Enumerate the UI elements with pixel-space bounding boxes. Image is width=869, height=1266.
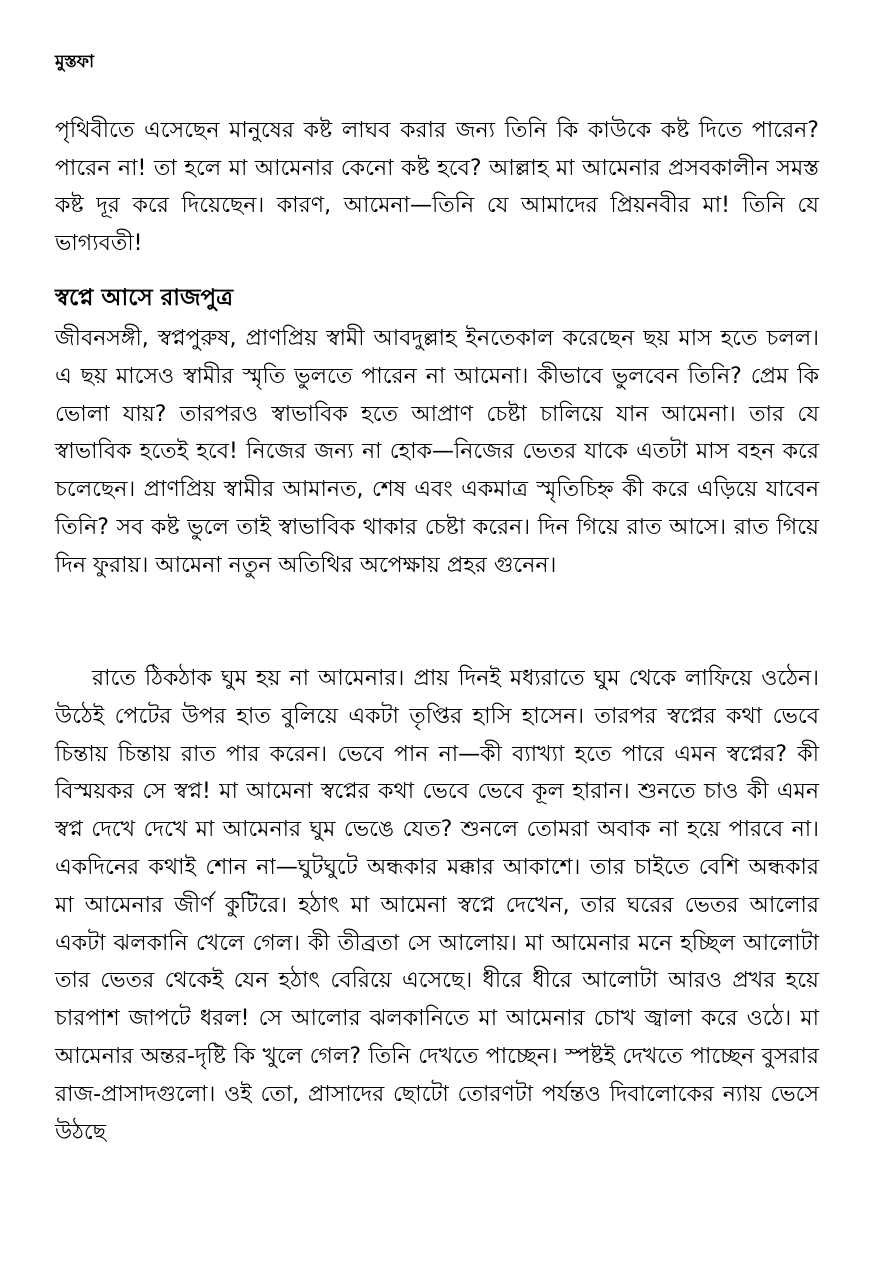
paragraph-text: জীবনসঙ্গী, স্বপ্নপুরুষ, প্রাণপ্রিয় স্বামী আবদুল্লাহ ইনতেকাল করেছেন ছয় মাস হতে চলল। এ ছয় মাসেও স্বামীর স্মৃতি ভুলতে পারেন না আমেনা। কীভাবে ভুলবেন তিনি? প্রেম কি ভোলা যায়? তারপরও স্বাভাবিক হতে আপ্রাণ চেষ্টা চালিয়ে যান আমেনা। তার যে স্বাভাবিক হতেই হবে! নিজের জন্য না হোক—নিজের ভেতর যাকে এতটা মাস বহন করে চলেছেন। প্রাণপ্রিয় স্বামীর আমানত, শেষ এবং একমাত্র স্মৃতিচিহ্ন কী করে এড়িয়ে যাবেন তিনি? সব কষ্ট ভুলে তাই স্বাভাবিক থাকার চেষ্টা করেন। দিন গিয়ে রাত আসে। রাত গিয়ে দিন ফুরায়। আমেনা নতুন অতিথির অপেক্ষায় প্রহর গুনেন। [55,326,819,578]
paragraph [55,320,819,585]
paragraph-text: রাতে ঠিকঠাক ঘুম হয় না আমেনার। প্রায় দিনই মধ্যরাতে ঘুম থেকে লাফিয়ে ওঠেন। উঠেই পেটের উপর হাত বুলিয়ে একটা তৃপ্তির হাসি হাসেন। তারপর স্বপ্নের কথা ভেবে চিন্তায় চিন্তায় রাত পার করেন। ভেবে পান না—কী ব্যাখ্যা হতে পারে এমন স্বপ্নের? কী বিস্ময়কর সে স্বপ্ন! মা আমেনা স্বপ্নের কথা ভেবে ভেবে কূল হারান। শুনতে চাও কী এমন স্বপ্ন দেখে দেখে মা আমেনার ঘুম ভেঙে যেত? শুনলে তোমরা অবাক না হয়ে পারবে না। একদিনের কথাই শোন না—ঘুটঘুটে অন্ধকার মক্কার আকাশে। তার চাইতে বেশি অন্ধকার মা আমেনার জীর্ণ কুটিরে। হঠাৎ মা আমেনা স্বপ্নে দেখেন, তার ঘরের ভেতর আলোর একটা ঝলকানি খেলে গেল। কী তীব্রতা সে আলোয়। মা আমেনার মনে হচ্ছিল আলোটা তার ভেতর থেকেই যেন হঠাৎ বেরিয়ে এসেছে। ধীরে ধীরে আলোটা আরও প্রখর হয়ে চারপাশ জাপটে ধরল! সে আলোর ঝলকানিতে মা আমেনার চোখ জ্বালা করে ওঠে। মা আমেনার অন্তর-দৃষ্টি কি খুলে গেল? তিনি দেখতে পাচ্ছেন। স্পষ্টই দেখতে পাচ্ছেন বুসরার রাজ-প্রাসাদগুলো। ওই তো, প্রাসাদের ছোটো তোরণটা পর্যন্তও দিবালোকের ন্যায় ভেসে উঠছে [55,666,819,1145]
running-head: মুস্তফা [55,52,95,72]
section-heading: স্বপ্নে আসে রাজপুত্র [55,285,234,311]
paragraph-continued [55,112,819,262]
paragraph-indented [55,660,819,1151]
paragraph-text: পৃথিবীতে এসেছেন মানুষের কষ্ট লাঘব করার জন্য তিনি কি কাউকে কষ্ট দিতে পারেন? পারেন না! তা হলে মা আমেনার কেনো কষ্ট হবে? আল্লাহ মা আমেনার প্রসবকালীন সমস্ত কষ্ট দূর করে দিয়েছেন। কারণ, আমেনা—তিনি যে আমাদের প্রিয়নবীর মা! তিনি যে ভাগ্যবতী! [55,118,819,256]
